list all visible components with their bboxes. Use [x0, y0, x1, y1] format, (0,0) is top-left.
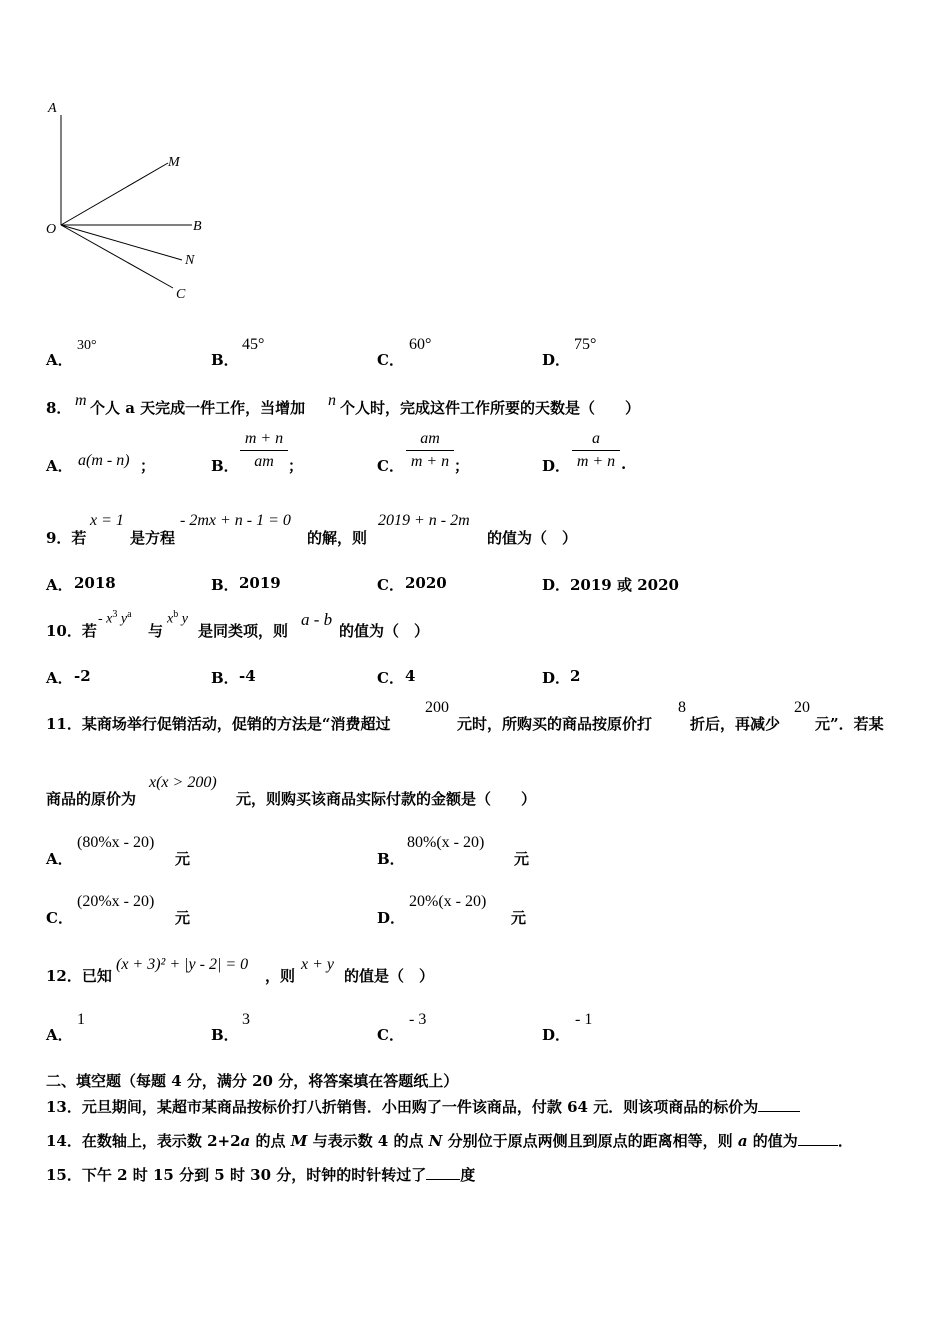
- option-letter: D．: [377, 909, 406, 927]
- question-number: 10．若: [46, 622, 97, 640]
- option-letter: C．: [46, 909, 73, 927]
- label-C: C: [176, 287, 186, 302]
- option-value: 1: [77, 1011, 85, 1028]
- question-text: 与表示数 4 的点: [307, 1132, 429, 1150]
- option-tail: ；: [140, 457, 156, 475]
- question-13: [46, 1096, 800, 1117]
- option-value: 2: [570, 667, 581, 685]
- option-letter: A．: [46, 457, 73, 475]
- answer-blank[interactable]: [758, 1111, 800, 1112]
- option-value: 60°: [409, 336, 432, 353]
- question-text: ．: [837, 1132, 853, 1150]
- question-text: 折后，再减少: [690, 715, 781, 733]
- option-letter: B．: [211, 457, 239, 475]
- option-letter: A．: [46, 669, 73, 687]
- option-value: 2020: [405, 574, 447, 592]
- question-text: 的值为: [747, 1132, 798, 1150]
- var-M: M: [290, 1132, 308, 1150]
- var-m: m: [75, 392, 87, 409]
- option-letter: A．: [46, 1026, 73, 1044]
- option-letter: C．: [377, 576, 404, 594]
- answer-blank[interactable]: [798, 1145, 838, 1146]
- question-15: [46, 1164, 475, 1185]
- option-tail: ；: [288, 457, 304, 475]
- option-value: 3: [242, 1011, 250, 1028]
- option-tail: .: [621, 455, 627, 473]
- option-value: 2019: [239, 574, 281, 592]
- question-text: 元”．若某: [815, 715, 884, 733]
- question-text: 元，则购买该商品实际付款的金额是（ ）: [236, 790, 537, 808]
- numerator: a: [572, 430, 620, 451]
- option-value: 30°: [77, 338, 97, 353]
- math-expr: $x^b$ y: [167, 609, 188, 627]
- math-expr: a - b: [301, 610, 333, 629]
- numerator: m + n: [240, 430, 288, 451]
- question-text: 是同类项，则: [198, 622, 289, 640]
- option-letter: A．: [46, 576, 73, 594]
- label-A: A: [48, 101, 57, 116]
- option-letter: D．: [542, 351, 571, 369]
- option-letter: C．: [377, 1026, 404, 1044]
- question-text: 的值是（ ）: [344, 967, 435, 985]
- question-14: [46, 1130, 853, 1151]
- question-number: 8．: [46, 399, 72, 417]
- option-letter: A．: [46, 850, 73, 868]
- option-value: 2018: [74, 574, 116, 592]
- option-expr: 20%(x - 20): [409, 893, 487, 910]
- math-expr: x + y: [301, 956, 334, 973]
- denominator: m + n: [576, 453, 616, 470]
- question-text: 是方程: [130, 529, 176, 547]
- math-expr: 2019 + n - 2m: [378, 512, 470, 529]
- option-unit: 元: [514, 850, 530, 868]
- question-text: 的值为（ ）: [339, 622, 430, 640]
- math-expr: x = 1: [90, 512, 124, 529]
- question-text: 13．元旦期间，某超市某商品按标价打八折销售．小田购了一件该商品，付款 64 元．则该项商品的标价为: [46, 1098, 759, 1116]
- option-letter: B．: [211, 351, 239, 369]
- question-text: 元时，所购买的商品按原价打: [457, 715, 653, 733]
- label-N: N: [185, 253, 195, 268]
- question-text: 分别位于原点两侧且到原点的距离相等，则: [442, 1132, 738, 1150]
- question-text: 个人时，完成这件工作所要的天数是（ ）: [340, 399, 641, 417]
- math-expr: (x + 3)² + |y - 2| = 0: [116, 956, 249, 973]
- option-value: - 3: [409, 1011, 427, 1028]
- option-tail: ；: [454, 457, 470, 475]
- label-B: B: [193, 219, 202, 234]
- question-text: 的值为（ ）: [487, 529, 578, 547]
- fraction: [406, 430, 454, 471]
- option-letter: D．: [542, 457, 571, 475]
- option-letter: A．: [46, 351, 73, 369]
- option-expr: (20%x - 20): [77, 893, 155, 910]
- var-N: N: [428, 1132, 443, 1150]
- option-letter: B．: [211, 1026, 239, 1044]
- option-value: 4: [405, 667, 416, 685]
- option-value: -4: [239, 667, 256, 685]
- section-title: 二、填空题（每题 4 分，满分 20 分，将答案填在答题纸上）: [46, 1072, 459, 1090]
- math-expr: - $x^3$ $y^a$: [98, 609, 132, 627]
- question-text: 的解，则: [307, 529, 368, 547]
- answer-blank[interactable]: [426, 1179, 460, 1180]
- question-text: ，则: [265, 967, 296, 985]
- number: 20: [794, 699, 810, 716]
- option-expr: 80%(x - 20): [407, 834, 485, 851]
- option-letter: C．: [377, 669, 404, 687]
- option-value: -2: [74, 667, 91, 685]
- var-n: n: [328, 392, 336, 409]
- number: 8: [678, 699, 686, 716]
- option-letter: B．: [377, 850, 405, 868]
- question-number: 12．已知: [46, 967, 112, 985]
- option-unit: 元: [511, 909, 527, 927]
- angle-figure: [40, 95, 220, 310]
- option-value: - 1: [575, 1011, 593, 1028]
- math-expr: - 2mx + n - 1 = 0: [180, 512, 291, 529]
- question-text: 11．某商场举行促销活动，促销的方法是“消费超过: [46, 715, 391, 733]
- option-letter: D．: [542, 576, 571, 594]
- question-text: 14．在数轴上，表示数 2+2: [46, 1132, 241, 1150]
- question-text: 个人 a 天完成一件工作，当增加: [90, 399, 306, 417]
- option-unit: 元: [175, 850, 191, 868]
- question-text: 的点: [250, 1132, 291, 1150]
- option-letter: D．: [542, 669, 571, 687]
- ray-OM: [61, 163, 168, 225]
- question-number: 9．若: [46, 529, 87, 547]
- fraction: [572, 430, 620, 471]
- option-letter: B．: [211, 576, 239, 594]
- label-O: O: [46, 222, 57, 237]
- option-unit: 元: [175, 909, 191, 927]
- option-value: 75°: [574, 336, 597, 353]
- question-text: 商品的原价为: [46, 790, 137, 808]
- fraction: [240, 430, 288, 471]
- denominator: am: [254, 453, 274, 470]
- option-value: 45°: [242, 336, 265, 353]
- ray-OC: [61, 225, 173, 288]
- question-text: 度: [460, 1166, 476, 1184]
- option-value: 2019 或 2020: [570, 576, 679, 594]
- math-expr: x(x > 200): [149, 774, 217, 791]
- option-letter: C．: [377, 457, 404, 475]
- option-expr: (80%x - 20): [77, 834, 155, 851]
- option-letter: B．: [211, 669, 239, 687]
- var-a: a: [240, 1132, 251, 1150]
- ray-ON: [61, 225, 182, 260]
- number: 200: [425, 699, 449, 716]
- option-letter: C．: [377, 351, 404, 369]
- question-text: 与: [148, 622, 164, 640]
- label-M: M: [168, 155, 180, 170]
- option-expr: a(m - n): [78, 452, 130, 469]
- var-a: a: [737, 1132, 748, 1150]
- denominator: m + n: [410, 453, 450, 470]
- option-letter: D．: [542, 1026, 571, 1044]
- numerator: am: [406, 430, 454, 451]
- question-text: 15．下午 2 时 15 分到 5 时 30 分，时钟的时针转过了: [46, 1166, 427, 1184]
